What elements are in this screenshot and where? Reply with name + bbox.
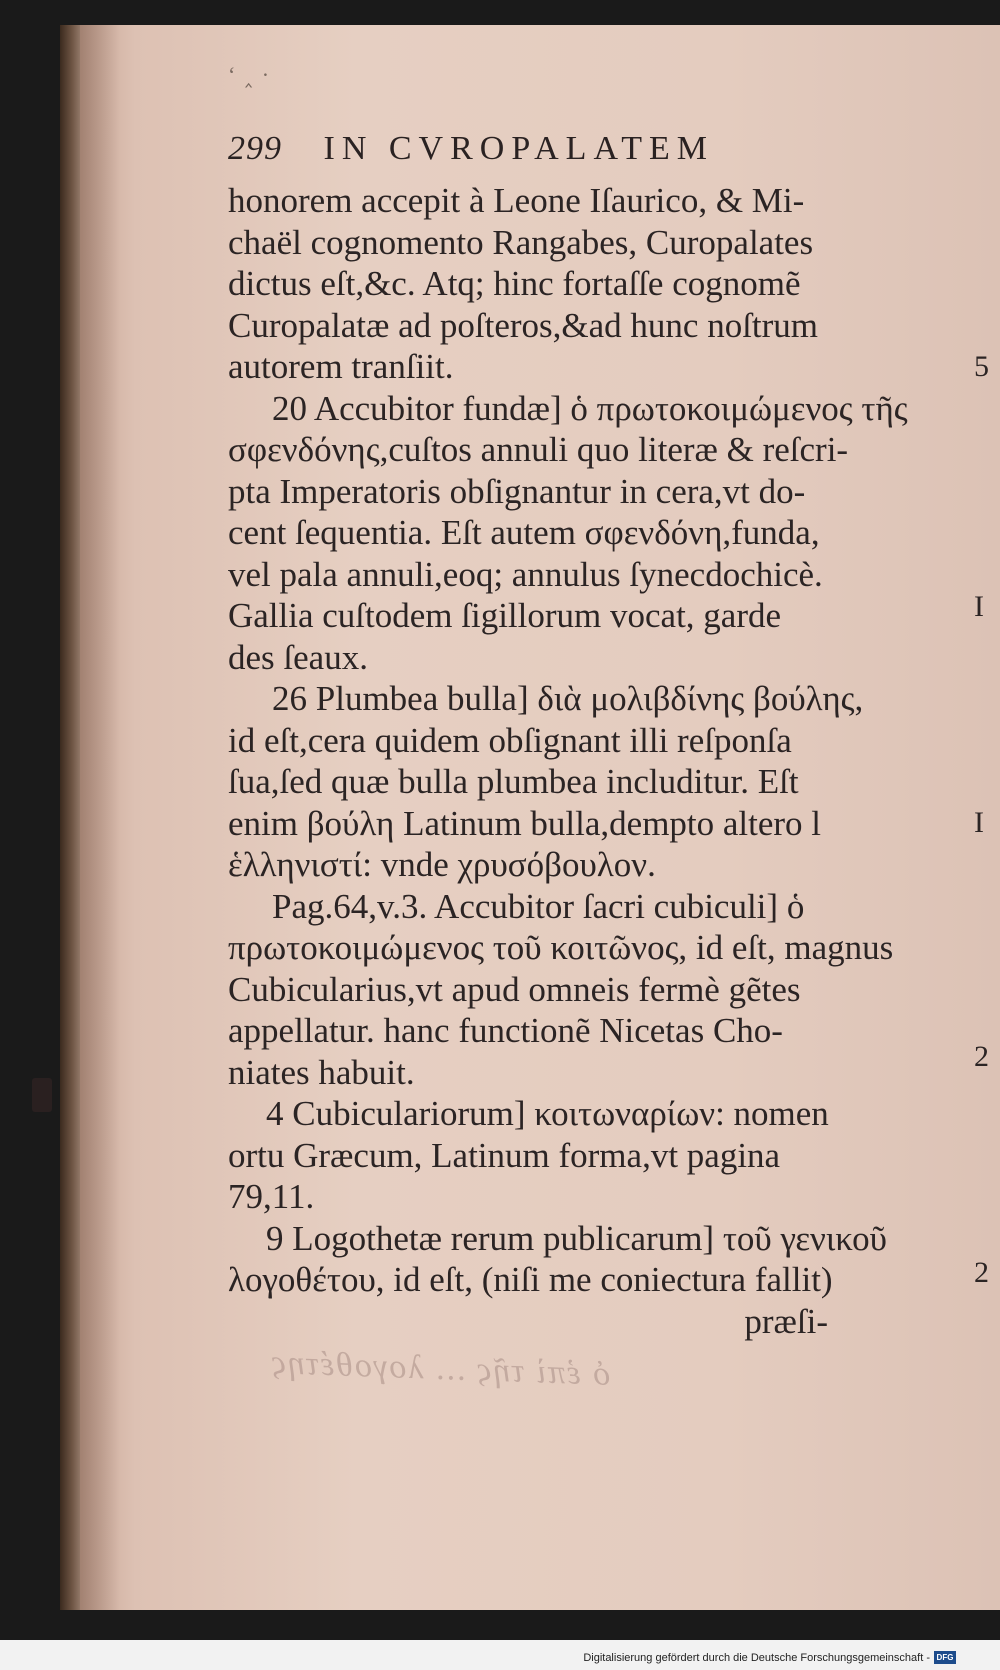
- text-line: pta Imperatoris obſignantur in cera,vt do-: [228, 471, 806, 511]
- margin-note: I: [974, 806, 984, 839]
- text-line: honorem accepit à Leone Iſaurico, & Mi-: [228, 181, 805, 220]
- text-line: πρωτοκοιμώμενος τοῦ κοιτῶνος, id eſt, magnus: [228, 928, 894, 967]
- text-line: 20 Accubitor fundæ] ὁ πρωτοκοιμώμενος τῆς: [272, 388, 908, 428]
- margin-note: 5: [974, 350, 989, 383]
- text-line: vel pala annuli,eoq; annulus ſynecdochicè.: [228, 554, 823, 594]
- catchword: præſi-: [744, 1301, 828, 1341]
- ink-smudge: ʻ ‸ ·: [228, 62, 272, 87]
- text-line: appellatur. hanc functionẽ Nicetas Cho-: [228, 1011, 783, 1050]
- book-binding-edge: [60, 25, 82, 1610]
- text-line: des ſeaux.: [228, 637, 368, 677]
- text-line: enim βούλη Latinum bulla,dempto altero l: [228, 803, 822, 843]
- text-line: ἑλληνιστί: vnde χρυσόβουλον.: [228, 845, 656, 884]
- text-line: Gallia cuſtodem ſigillorum vocat, garde: [228, 596, 782, 635]
- text-line: ſua,ſed quæ bulla plumbea includitur. Eſt: [228, 762, 799, 801]
- text-line: niates habuit.: [228, 1052, 415, 1092]
- gutter-shadow: [80, 25, 120, 1610]
- body-text: [228, 180, 908, 1342]
- text-line: 26 Plumbea bulla] διὰ μολιβδίνης βούλης,: [272, 679, 864, 718]
- text-line: λογοθέτου, id eſt, (niſi me coniectura fallit): [228, 1260, 833, 1299]
- text-line: chaël cognomento Rangabes, Curopalates: [228, 222, 814, 262]
- text-line: 9 Logothetæ rerum publicarum] τοῦ γενικοῦ: [266, 1218, 887, 1258]
- text-line: Cubicularius,vt apud omneis fermè gẽtes: [228, 969, 801, 1009]
- text-line: dictus eſt,&c. Atq; hinc fortaſſe cognomẽ: [228, 264, 801, 303]
- text-line: ortu Græcum, Latinum forma,vt pagina: [228, 1135, 781, 1175]
- text-line: 4 Cubiculariorum] κοιτωναρίων: nomen: [266, 1094, 829, 1133]
- text-line: cent ſequentia. Eſt autem σφενδόνη,funda,: [228, 513, 820, 552]
- text-line: id eſt,cera quidem obſignant illi reſponſa: [228, 720, 792, 760]
- text-line: σφενδόνης,cuſtos annuli quo literæ & reſcri-: [228, 430, 849, 469]
- text-line: autorem tranſiit.: [228, 347, 454, 386]
- text-line: Pag.64,v.3. Accubitor ſacri cubiculi] ὁ: [272, 886, 805, 926]
- page-number: 299: [228, 130, 282, 167]
- running-header: [228, 130, 868, 168]
- dfg-logo: DFG: [934, 1651, 956, 1664]
- footer-credit: Digitalisierung gefördert durch die Deutsche Forschungsgemeinschaft -: [583, 1652, 930, 1664]
- ink-mark: [32, 1078, 52, 1112]
- margin-note: I: [974, 590, 984, 623]
- margin-note: 2: [974, 1256, 989, 1289]
- running-title: IN CVROPALATEM: [323, 130, 715, 167]
- margin-note: 2: [974, 1040, 989, 1073]
- text-line: Curopalatæ ad poſteros,&ad hunc noſtrum: [228, 305, 819, 345]
- bleed-through-text: ὁ ἐπὶ τῆς ... λογοθέτης: [269, 1344, 611, 1393]
- text-line: 79,11.: [228, 1177, 315, 1216]
